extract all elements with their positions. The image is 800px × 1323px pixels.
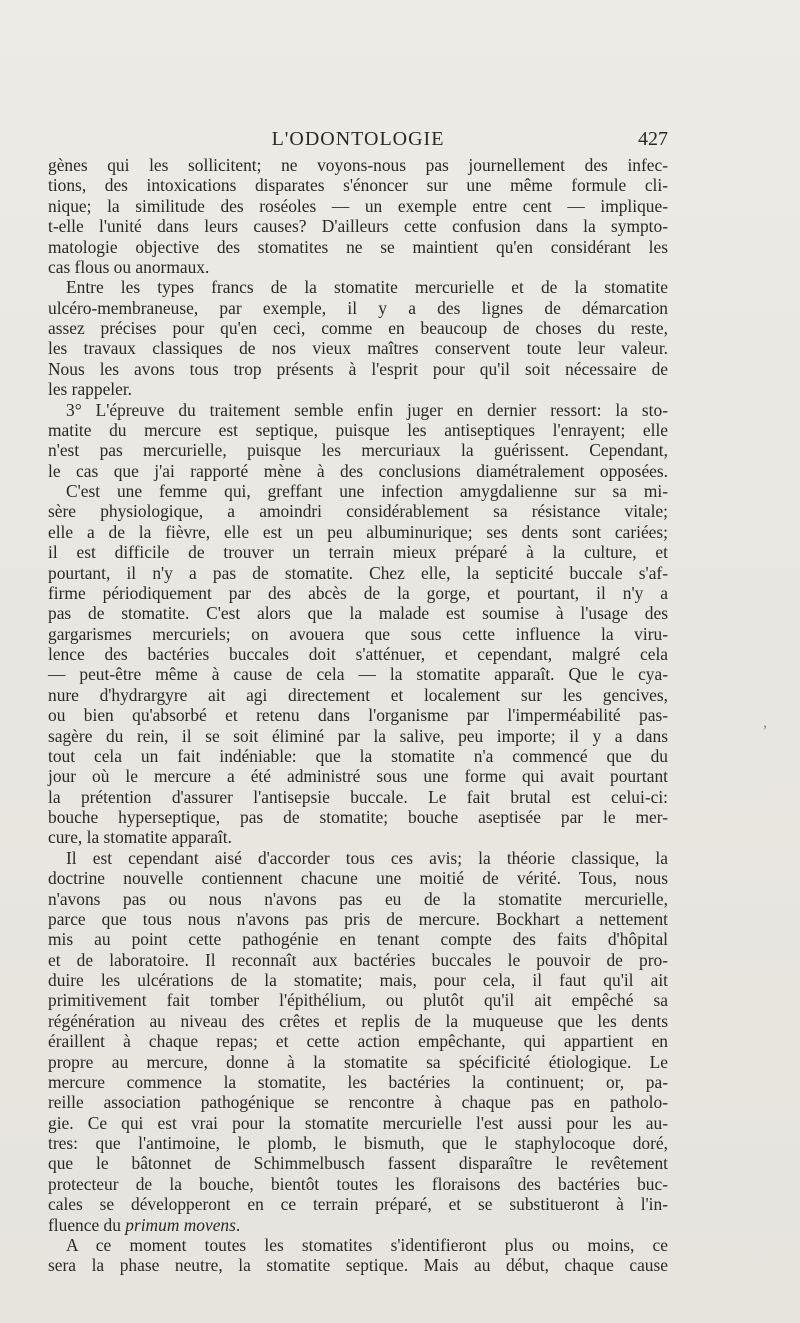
text-line: Il est cependant aisé d'accorder tous ces avis; la théorie classique, la <box>66 847 668 868</box>
text-line: Entre les types francs de la stomatite mercurielle et de la stomatite <box>66 277 668 298</box>
text-line: tout cela un fait indéniable: que la stomatite n'a commencé que du <box>48 745 668 766</box>
text-line: régénération au niveau des crêtes et replis de la muqueuse que les dents <box>48 1010 668 1031</box>
text-line: que le bâtonnet de Schimmelbusch fassent disparaître le revêtement <box>48 1153 668 1174</box>
text-line: les travaux classiques de nos vieux maîtres conservent toute leur valeur. <box>48 338 668 359</box>
text-line: C'est une femme qui, greffant une infection amygdalienne sur sa mi- <box>66 481 668 501</box>
text-line: n'est pas mercurielle, puisque les mercuriaux la guérissent. Cependant, <box>48 440 668 461</box>
text-line: les rappeler. <box>48 379 133 400</box>
text-line: protecteur de la bouche, bientôt toutes les floraisons des bactéries buc- <box>48 1173 668 1194</box>
text-line: propre au mercure, donne à la stomatite sa spécificité étiologique. Le <box>48 1051 668 1072</box>
text-line: il est difficile de trouver un terrain mieux préparé à la culture, et <box>48 542 668 563</box>
text-line: sera la phase neutre, la stomatite septique. Mais au début, chaque cause <box>48 1255 668 1276</box>
page-header <box>48 128 668 154</box>
text-line: la prétention d'assurer l'antisepsie buccale. Le fait brutal est celui-ci: <box>48 786 668 807</box>
text-line: gènes qui les sollicitent; ne voyons-nous pas journellement des infec- <box>48 155 668 175</box>
text-line: duire les ulcérations de la stomatite; mais, pour cela, il faut qu'il ait <box>48 970 668 990</box>
text-line: n'avons pas ou nous n'avons pas eu de la stomatite mercurielle, <box>48 888 668 909</box>
text-line: firme périodiquement par des abcès de la gorge, et pourtant, il n'y a <box>48 582 668 603</box>
text-line: bouche hyperseptique, pas de stomatite; bouche aseptisée par le mer- <box>48 807 668 827</box>
text-line: cure, la stomatite apparaît. <box>48 827 232 848</box>
text-line: sère physiologique, a amoindri considérablement sa résistance vitale; <box>48 501 668 522</box>
text-line: reille association pathogénique se rencontre à chaque pas en patholo- <box>48 1092 668 1113</box>
text-line: Nous les avons tous trop présents à l'esprit pour qu'il soit nécessaire de <box>48 358 668 379</box>
text-line: matologie objective des stomatites ne se maintient qu'en considérant les <box>48 236 668 257</box>
text-line: nure d'hydrargyre ait agi directement et localement sur les gencives, <box>48 684 668 705</box>
running-title: L'ODONTOLOGIE <box>271 128 445 150</box>
latin-phrase: primum movens <box>125 1214 236 1235</box>
text-line: parce que tous nous n'avons pas pris de mercure. Bockhart a nettement <box>48 908 668 929</box>
page-number: 427 <box>638 128 668 150</box>
text-line: matite du mercure est septique, puisque les antiseptiques l'enrayent; elle <box>48 419 668 440</box>
text-line: gie. Ce qui est vrai pour la stomatite mercurielle l'est aussi pour les au- <box>48 1112 668 1133</box>
margin-mark: , <box>763 714 767 731</box>
text-line: elle a de la fièvre, elle est un peu albuminurique; ses dents sont cariées; <box>48 521 668 542</box>
text-line: ou bien qu'absorbé et retenu dans l'organisme par l'imperméabilité pas- <box>48 705 668 726</box>
text-line: jour où le mercure a été administré sous une forme qui avait pourtant <box>48 766 668 787</box>
text-line: — peut-être même à cause de cela — la stomatite apparaît. Que le cya- <box>48 664 668 685</box>
text-line: tions, des intoxications disparates s'énoncer sur une même formule cli- <box>48 175 668 196</box>
text-line: pas de stomatite. C'est alors que la malade est soumise à l'usage des <box>48 603 668 624</box>
body-text <box>48 155 668 1276</box>
text-line: gargarismes mercuriels; on avouera que sous cette influence la viru- <box>48 623 668 644</box>
text-line: pourtant, il n'y a pas de stomatite. Chez elle, la septicité buccale s'af- <box>48 562 668 583</box>
text-line: doctrine nouvelle contiennent chacune une moitié de vérité. Tous, nous <box>48 868 668 889</box>
text-line: fluence du primum movens. <box>48 1214 241 1235</box>
text-line: primitivement fait tomber l'épithélium, ou plutôt qu'il ait empêché sa <box>48 990 668 1011</box>
text-line: ulcéro-membraneuse, par exemple, il y a des lignes de démarcation <box>48 297 668 318</box>
text-line: et de laboratoire. Il reconnaît aux bactéries buccales le pouvoir de pro- <box>48 949 668 970</box>
text-line: t-elle l'unité dans leurs causes? D'ailleurs cette confusion dans la sympto- <box>48 216 668 237</box>
text-line: cas flous ou anormaux. <box>48 256 210 277</box>
text-line: nique; la similitude des roséoles — un exemple entre cent — implique- <box>48 195 668 216</box>
text-line: lence des bactéries buccales doit s'atténuer, et cependant, malgré cela <box>48 644 668 664</box>
text-line: sagère du rein, il se soit éliminé par la salive, peu importe; il y a dans <box>48 725 668 746</box>
text-line: mercure commence la stomatite, les bactéries la continuent; or, pa- <box>48 1071 668 1092</box>
text-line: le cas que j'ai rapporté mène à des conclusions diamétralement opposées. <box>48 460 668 481</box>
text-line: tres: que l'antimoine, le plomb, le bismuth, que le staphylocoque doré, <box>48 1133 668 1153</box>
text-line: assez précises pour qu'en ceci, comme en beaucoup de choses du reste, <box>48 318 668 338</box>
text-line: éraillent à chaque repas; et cette action empêchante, qui appartient en <box>48 1031 668 1052</box>
text-line: mis au point cette pathogénie en tenant compte des faits d'hôpital <box>48 929 668 950</box>
text-line: cales se développeront en ce terrain préparé, et se substitueront à l'in- <box>48 1194 668 1215</box>
text-line: A ce moment toutes les stomatites s'identifieront plus ou moins, ce <box>66 1234 668 1255</box>
text-line: 3° L'épreuve du traitement semble enfin juger en dernier ressort: la sto- <box>66 399 668 420</box>
